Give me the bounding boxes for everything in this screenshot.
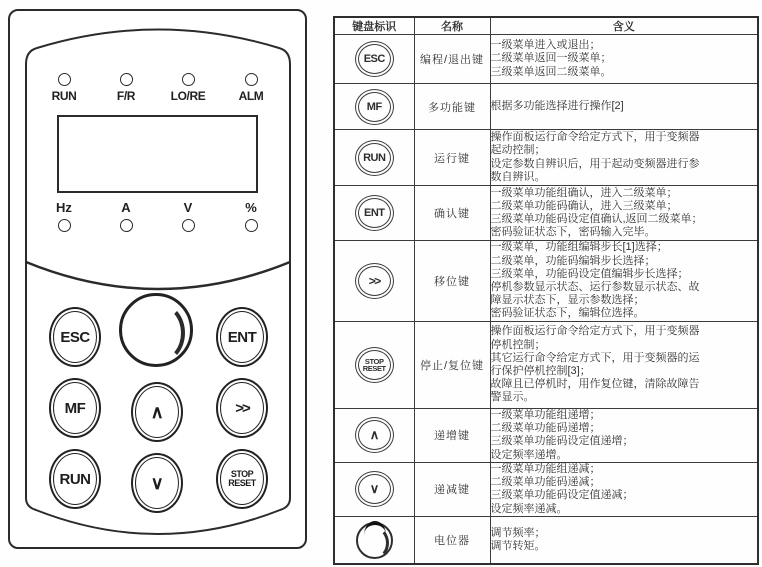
key-name: 递减键: [414, 462, 490, 516]
up-key-icon-glyph: ∧: [369, 427, 379, 443]
led-group-alm: [221, 73, 281, 103]
up-arrow-button[interactable]: [131, 382, 183, 442]
stop-label: STOP: [230, 469, 254, 479]
mf-key-icon: [355, 89, 394, 125]
desc-line: 故障且已停机时，用作复位键，清除故障告: [490, 378, 700, 391]
desc-line: 停机控制；: [490, 338, 546, 351]
table-row-stop-reset: [334, 322, 758, 409]
table-row-shift: [334, 241, 758, 322]
key-description: [490, 84, 758, 130]
desc-line: 设定频率递增。: [490, 448, 568, 461]
stop-reset-key-icon-label: [363, 358, 386, 373]
desc-line: 根据多功能选择进行操作[2]: [490, 99, 624, 112]
desc-line: 行保护停机控制[3]；: [490, 365, 591, 377]
down-key-icon-glyph: ∨: [369, 481, 379, 497]
a-unit-label: A: [121, 200, 131, 215]
led-group-lore: [158, 73, 218, 103]
key-description: [490, 241, 758, 322]
key-name: 递增键: [414, 409, 490, 463]
key-description: [490, 35, 758, 84]
run-led-label: RUN: [51, 89, 77, 103]
potentiometer-knob[interactable]: [119, 293, 193, 367]
desc-line: 三级菜单功能码设定值确认,返回二级菜单；: [490, 213, 703, 225]
key-description: [490, 516, 758, 564]
desc-line: 三级菜单，功能码设定值编辑步长选择；: [490, 267, 689, 280]
stop-icon-line: STOP: [364, 356, 384, 366]
lore-led-label: LO/RE: [170, 89, 206, 103]
col-header-name: 名称: [414, 17, 490, 35]
ent-key-icon-label: ENT: [364, 207, 385, 219]
ent-key-icon: [355, 195, 394, 231]
mf-key-icon-label: MF: [366, 100, 382, 113]
col-header-meaning: 含义: [490, 17, 758, 35]
desc-line: 二级菜单，功能码编辑步长选择；: [490, 254, 656, 267]
key-description-table: [333, 16, 759, 565]
esc-button-label: ESC: [60, 328, 90, 346]
pct-unit-label: %: [245, 200, 257, 215]
fr-led-icon: [120, 73, 133, 86]
mf-button-label: MF: [64, 399, 86, 417]
down-key-icon: [355, 471, 394, 507]
table-row-increment: [334, 409, 758, 463]
hz-unit-label: Hz: [56, 200, 72, 215]
table-row-esc: [334, 35, 758, 84]
desc-line: 一级菜单功能组确认，进入二级菜单；: [490, 186, 678, 199]
up-key-icon: [355, 417, 394, 453]
reset-icon-line: RESET: [362, 364, 386, 373]
table-row-ent: [334, 186, 758, 241]
panel-divider-curve: [26, 262, 290, 289]
desc-line: 警显示。: [490, 391, 535, 404]
down-arrow-button[interactable]: [131, 453, 183, 513]
potentiometer-icon: [356, 522, 393, 559]
desc-line: 三级菜单功能码设定值递增；: [490, 435, 634, 448]
reset-label: RESET: [228, 478, 256, 488]
desc-line: 二级菜单返回一级菜单；: [490, 52, 612, 65]
stop-reset-button-label: [228, 470, 256, 488]
ent-button[interactable]: [216, 307, 268, 367]
key-name: 电位器: [414, 516, 490, 564]
fr-led-label: F/R: [116, 89, 136, 103]
desc-line: 其它运行命令给定方式下，用于变频器的运: [490, 351, 700, 364]
desc-line: 设定频率递减。: [490, 502, 568, 515]
desc-line: 密码验证状态下，编辑位选择。: [490, 307, 645, 320]
knob-crescent-icon: [135, 303, 185, 363]
table-row-mf: [334, 84, 758, 130]
unit-group-v: [158, 200, 218, 232]
esc-button[interactable]: [49, 307, 101, 367]
desc-line: 数自辨识。: [490, 170, 546, 183]
esc-key-icon-label: ESC: [363, 53, 385, 65]
desc-line: 停机参数显示状态、运行参数显示状态、故: [490, 281, 700, 293]
run-button-label: RUN: [59, 470, 91, 488]
desc-line: 三级菜单返回二级菜单。: [490, 65, 612, 78]
key-description: [490, 130, 758, 186]
unit-group-a: [96, 200, 156, 232]
run-led-icon: [58, 73, 71, 86]
run-button[interactable]: [49, 449, 101, 509]
key-name: 确认键: [414, 186, 490, 241]
desc-line: 操作面板运行命令给定方式下，用于变频器: [490, 325, 700, 338]
esc-key-icon: [355, 41, 394, 77]
table-row-decrement: [334, 462, 758, 516]
ent-button-label: ENT: [227, 328, 257, 346]
keypad-panel: [8, 9, 307, 549]
hz-led-icon: [58, 219, 71, 232]
stop-reset-key-icon: [355, 347, 394, 383]
desc-line: 二级菜单功能码递增；: [490, 422, 601, 435]
desc-line: 调节转矩。: [490, 540, 546, 553]
desc-line: 一级菜单功能组递增；: [490, 409, 601, 421]
key-description: [490, 322, 758, 409]
key-name: 多功能键: [414, 84, 490, 130]
desc-line: 调节频率；: [490, 526, 546, 539]
shift-key-icon: [355, 263, 394, 299]
alm-led-label: ALM: [238, 89, 264, 103]
down-arrow-icon: ∨: [150, 472, 164, 493]
col-header-key-mark: 键盘标识: [334, 17, 414, 35]
desc-line: 一级菜单功能组递减；: [490, 462, 601, 475]
key-name: 移位键: [414, 241, 490, 322]
shift-key-icon-label: >>: [368, 274, 380, 288]
table-header-row: [334, 17, 758, 35]
run-key-icon-label: RUN: [363, 151, 386, 164]
desc-line: 一级菜单，功能组编辑步长[1]选择；: [490, 241, 668, 254]
lore-led-icon: [182, 73, 195, 86]
led-group-run: [34, 73, 94, 103]
desc-line: 障显示状态下，显示参数选择；: [490, 294, 645, 307]
desc-line: 一级菜单进入或退出；: [490, 39, 601, 52]
key-description: [490, 462, 758, 516]
stop-reset-button[interactable]: [216, 449, 268, 509]
key-name: 运行键: [414, 130, 490, 186]
desc-line: 二级菜单功能码递减；: [490, 476, 601, 489]
alm-led-icon: [245, 73, 258, 86]
up-arrow-icon: ∧: [150, 401, 164, 422]
desc-line: 操作面板运行命令给定方式下，用于变频器: [490, 131, 700, 144]
key-name: 编程/退出键: [414, 35, 490, 84]
key-description: [490, 409, 758, 463]
desc-line: 设定参数自辨识后，用于起动变频器进行参: [490, 157, 700, 170]
shift-button[interactable]: [216, 378, 268, 438]
a-led-icon: [120, 219, 133, 232]
desc-line: 起动控制；: [490, 144, 546, 157]
desc-line: 密码验证状态下，密码输入完毕。: [490, 226, 656, 239]
pct-led-icon: [245, 219, 258, 232]
v-unit-label: V: [183, 200, 193, 215]
desc-line: 二级菜单功能码确认，进入三级菜单；: [490, 199, 678, 212]
unit-group-pct: [221, 200, 281, 232]
unit-group-hz: [34, 200, 94, 232]
potentiometer-crescent-icon: [362, 527, 389, 559]
table-row-potentiometer: [334, 516, 758, 564]
lcd-display: [57, 115, 258, 193]
led-group-fr: [96, 73, 156, 103]
key-name: 停止/复位键: [414, 322, 490, 409]
run-key-icon: [355, 140, 394, 176]
table-row-run: [334, 130, 758, 186]
key-description: [490, 186, 758, 241]
mf-button[interactable]: [49, 378, 101, 438]
v-led-icon: [182, 219, 195, 232]
shift-button-label: >>: [235, 399, 249, 417]
desc-line: 三级菜单功能码设定值递减；: [490, 489, 634, 502]
